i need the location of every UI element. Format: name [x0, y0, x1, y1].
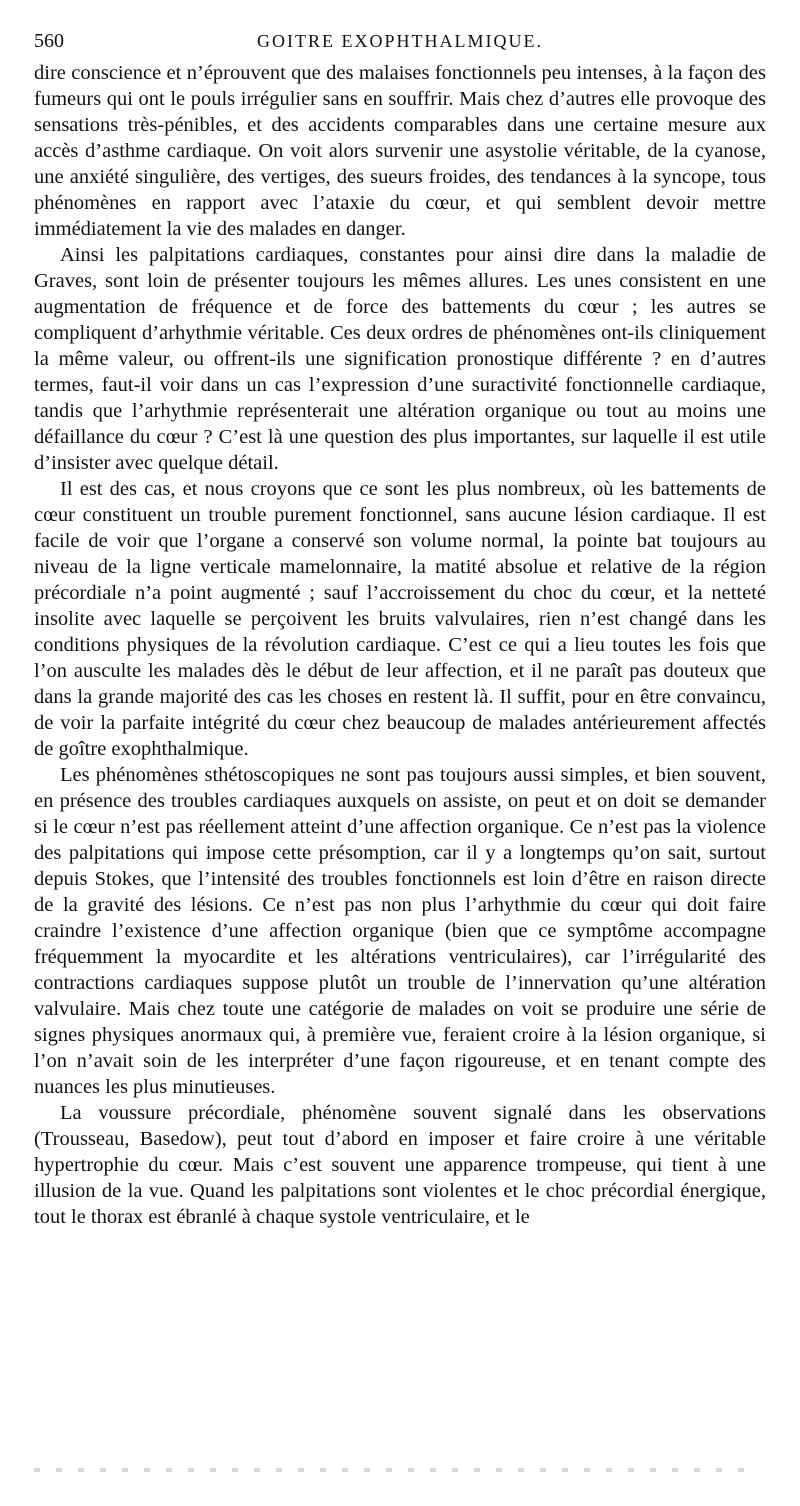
paragraph: Ainsi les palpitations cardiaques, constantes pour ainsi dire dans la maladie de Graves, sont loin de présenter toujours les mêmes allures. Les unes consistent en une augmentation de fréquence et de force des battements du cœur ; les autres se compliquent d’arhythmie véritable. Ces deux ordres de phénomènes ont-ils cliniquement la même valeur, ou offrent-ils une signification pronostique différente ? en d’autres termes, faut-il voir dans un cas l’expression d’une suractivité fonctionnelle cardiaque, tandis que l’arhythmie représenterait une altération organique ou tout au moins une défaillance du cœur ? C’est là une question des plus importantes, sur laquelle il est utile d’insister avec quelque détail. — [34, 244, 766, 474]
paragraph: La voussure précordiale, phénomène souvent signalé dans les observations (Trousseau, Basedow), peut tout d’abord en imposer et faire croire à une véritable hypertrophie du cœur. Mais c’est souvent une apparence trompeuse, qui tient à une illusion de la vue. Quand les palpitations sont violentes et le choc précordial énergique, tout le thorax est ébranlé à chaque systole ventriculaire, et le — [34, 1102, 766, 1228]
paragraph: Il est des cas, et nous croyons que ce sont les plus nombreux, où les battements de cœur constituent un trouble purement fonctionnel, sans aucune lésion cardiaque. Il est facile de voir que l’organe a conservé son volume normal, la pointe bat toujours au niveau de la ligne verticale mamelonnaire, la matité absolue et relative de la région précordiale n’a point augmenté ; sauf l’accroissement du choc du cœur, et la netteté insolite avec laquelle se perçoivent les bruits valvulaires, rien n’est changé dans les conditions physiques de la révolution cardiaque. C’est ce qui a lieu toutes les fois que l’on ausculte les malades dès le début de leur affection, et il ne paraît pas douteux que dans la grande majorité des cas les choses en restent là. Il suffit, pour en être convaincu, de voir la parfaite intégrité du cœur chez beaucoup de malades antérieurement affectés de goître exophthalmique. — [34, 478, 766, 760]
page-number: 560 — [34, 30, 64, 52]
running-title: GOITRE EXOPHTHALMIQUE. — [257, 31, 543, 51]
paragraph: dire conscience et n’éprouvent que des malaises fonctionnels peu intenses, à la façon des fumeurs qui ont le pouls irrégulier sans en souffrir. Mais chez d’autres elle provoque des sensations très-pénibles, et des accidents comparables dans une certaine mesure aux accès d’asthme cardiaque. On voit alors survenir une asystolie véritable, de la cyanose, une anxiété singulière, des vertiges, des sueurs froides, des tendances à la syncope, tous phénomènes en rapport avec l’ataxie du cœur, et qui semblent devoir mettre immédiatement la vie des malades en danger. — [34, 62, 766, 240]
page-header — [34, 30, 766, 60]
footer-smudge — [34, 1468, 746, 1472]
book-page — [34, 30, 766, 1230]
body-text — [34, 60, 766, 1230]
paragraph: Les phénomènes sthétoscopiques ne sont pas toujours aussi simples, et bien souvent, en présence des troubles cardiaques auxquels on assiste, on peut et on doit se demander si le cœur n’est pas réellement atteint d’une affection organique. Ce n’est pas la violence des palpitations qui impose cette présomption, car il y a longtemps qu’on sait, surtout depuis Stokes, que l’intensité des troubles fonctionnels est loin d’être en raison directe de la gravité des lésions. Ce n’est pas non plus l’arhythmie du cœur qui doit faire craindre l’existence d’une affection organique (bien que ce symptôme accompagne fréquemment la myocardite et les altérations ventriculaires), car l’irrégularité des contractions cardiaques suppose plutôt un trouble de l’innervation qu’une altération valvulaire. Mais chez toute une catégorie de malades on voit se produire une série de signes physiques anormaux qui, à première vue, feraient croire à la lésion organique, si l’on n’avait soin de les interpréter d’une façon rigoureuse, et en tenant compte des nuances les plus minutieuses. — [34, 764, 766, 1098]
